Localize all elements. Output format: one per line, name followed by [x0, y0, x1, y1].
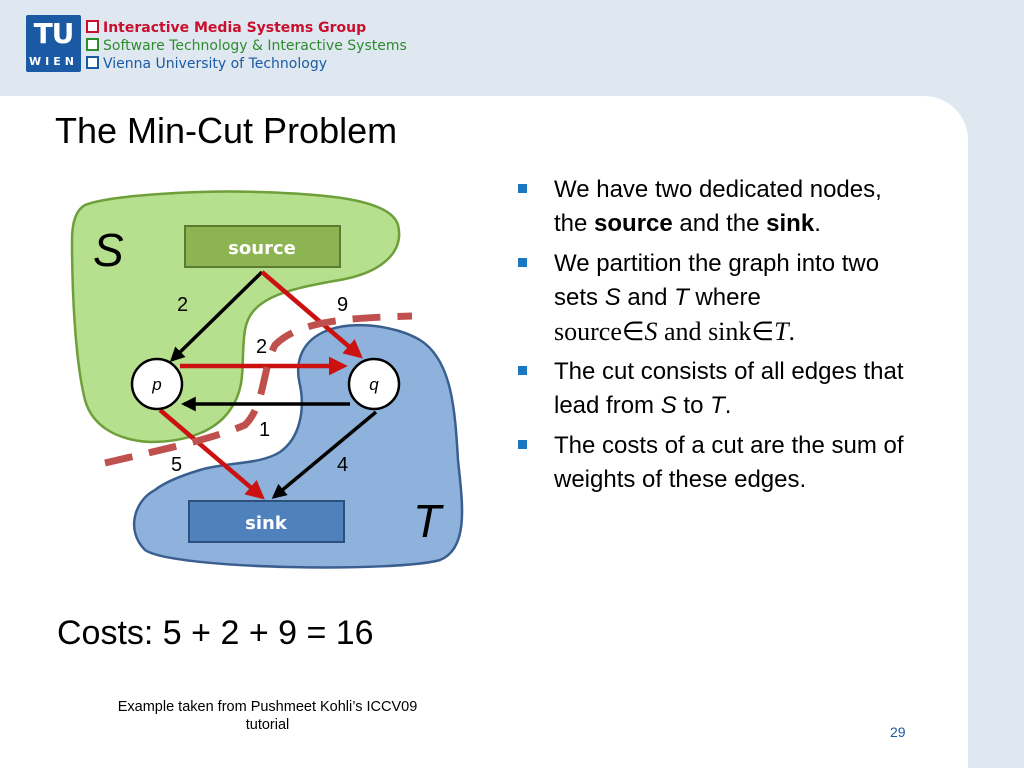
university-name: Vienna University of Technology	[103, 56, 327, 72]
bullet-square-icon	[518, 440, 527, 449]
bullet-text: .	[814, 210, 821, 237]
bullet-italic: S	[660, 392, 677, 419]
formula-t: T	[774, 317, 789, 346]
bullet-text: where	[688, 284, 761, 311]
bullet-bold: source	[594, 210, 673, 237]
formula-element-of: ∈	[621, 317, 645, 346]
group-name: Interactive Media Systems Group	[103, 20, 367, 36]
bullet-italic: T	[710, 392, 725, 419]
formula-sink: sink	[708, 317, 752, 346]
weight-q-sink: 4	[337, 454, 349, 476]
bullet-square-icon	[518, 258, 527, 267]
logo-tu-text: TU	[33, 17, 74, 50]
formula-and: and	[657, 317, 709, 346]
node-p-label: p	[152, 375, 162, 394]
weight-p-sink: 5	[171, 454, 183, 476]
bullet-item	[516, 247, 921, 349]
example-credit: Example taken from Pushmeet Kohli’s ICCV09 tutorial	[117, 699, 418, 733]
bullet-item	[516, 173, 921, 241]
bullet-text: We partition the graph into two sets	[554, 250, 880, 311]
bullet-text: .	[724, 392, 732, 419]
bullet-square-icon	[518, 184, 527, 193]
sink-label: sink	[245, 513, 287, 534]
bullet-text: The cut consists of all edges that lead from	[554, 358, 904, 419]
source-label: source	[228, 238, 296, 259]
institute-name: Software Technology & Interactive Systems	[103, 38, 407, 54]
formula-element-of: ∈	[751, 317, 775, 346]
set-t-label: T	[413, 495, 442, 547]
weight-p-q: 2	[256, 336, 268, 358]
formula-s: S	[644, 317, 658, 346]
slide-title: The Min-Cut Problem	[55, 110, 398, 151]
set-formula	[554, 315, 921, 349]
bullet-italic: T	[674, 284, 689, 311]
weight-source-p: 2	[177, 294, 189, 316]
set-s-label: S	[93, 224, 124, 276]
logo-wien-text: WIEN	[29, 55, 78, 68]
bullet-item	[516, 429, 921, 497]
bullet-bold: sink	[766, 210, 815, 237]
bullet-text: to	[676, 392, 711, 419]
bullet-text: and the	[672, 210, 767, 237]
bullet-item	[516, 355, 921, 423]
bullet-text: The costs of a cut are the sum of weights of these edges.	[554, 432, 904, 493]
bullet-square-icon	[518, 366, 527, 375]
weight-q-p: 1	[259, 419, 271, 441]
bullet-text: and	[620, 284, 675, 311]
weight-source-q: 9	[337, 294, 349, 316]
bullet-text: We have two dedicated nodes, the	[554, 176, 882, 237]
bullet-list	[516, 173, 921, 503]
node-q-label: q	[369, 375, 379, 394]
formula-period: .	[788, 317, 796, 346]
bullet-italic: S	[604, 284, 621, 311]
cut-costs: Costs: 5 + 2 + 9 = 16	[57, 614, 374, 652]
formula-source: source	[554, 317, 622, 346]
page-number: 29	[890, 724, 906, 740]
